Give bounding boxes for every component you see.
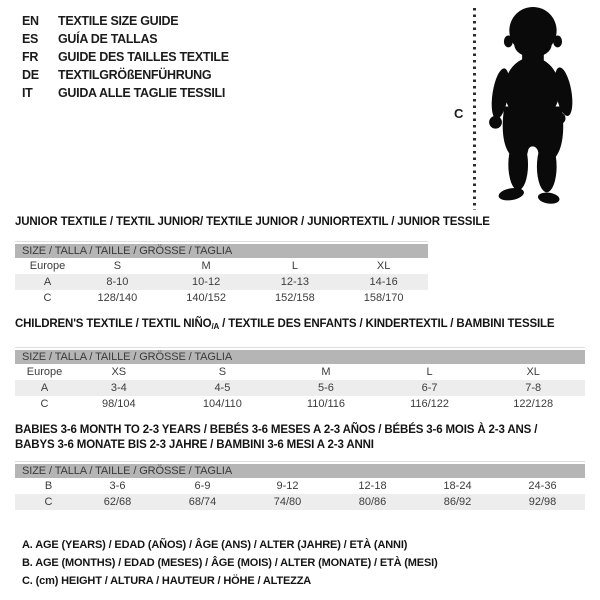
value-cell: 86/92 (415, 494, 500, 510)
value-cell: 12-13 (251, 274, 340, 290)
value-cell: 62/68 (75, 494, 160, 510)
value-cell: 158/170 (363, 292, 404, 304)
babies-size-section (15, 423, 585, 510)
value-cell: S (218, 366, 227, 378)
row-label: A (15, 274, 73, 290)
value-cell: 14-16 (339, 274, 428, 290)
row-label: Europe (26, 366, 63, 378)
language-row-fr (22, 48, 229, 66)
row-label: C (15, 494, 75, 510)
value-cell: 3-4 (67, 380, 171, 396)
height-measure-figure (440, 0, 600, 215)
size-header-label: SIZE / TALLA / TAILLE / GRÖSSE / TAGLIA (15, 244, 428, 258)
value-cell: L (291, 260, 298, 272)
language-row-it (22, 84, 229, 102)
value-cell: XS (111, 366, 127, 378)
height-measure-label: C (454, 106, 464, 121)
table-row-months (15, 478, 585, 494)
value-cell: 98/104 (101, 398, 136, 410)
value-cell: 7-8 (481, 380, 585, 396)
size-header-label: SIZE / TALLA / TAILLE / GRÖSSE / TAGLIA (15, 350, 585, 364)
language-code: DE (22, 68, 39, 82)
size-header-row (15, 464, 585, 478)
children-size-section (15, 317, 585, 412)
row-label: B (44, 480, 53, 492)
toddler-silhouette-icon (483, 5, 578, 207)
language-code: FR (22, 50, 39, 64)
table-row-europe (15, 258, 428, 274)
value-cell: M (201, 260, 211, 272)
size-header-row (15, 350, 585, 364)
table-row-height (15, 396, 585, 412)
babies-title-line1: BABIES 3-6 MONTH TO 2-3 YEARS / BEBÉS 3-6 MESES A 2-3 AÑOS / BÉBÉS 3-6 MOIS À 2-3 ANS / (15, 424, 538, 436)
table-row-height (15, 494, 585, 510)
value-cell: 5-6 (274, 380, 378, 396)
language-row-en (22, 12, 229, 30)
language-title: GUIDA ALLE TAGLIE TESSILI (58, 86, 226, 100)
value-cell: 12-18 (358, 480, 387, 492)
row-label: A (15, 380, 67, 396)
height-measure-dotted-line (473, 8, 476, 210)
language-code: ES (22, 32, 39, 46)
table-row-age (15, 380, 585, 396)
junior-size-table (15, 241, 428, 306)
babies-size-table (15, 461, 585, 510)
value-cell: 116/122 (410, 398, 450, 410)
junior-size-section (15, 215, 490, 306)
table-row-height (15, 290, 428, 306)
legend-line-b: B. AGE (MONTHS) / EDAD (MESES) / ÂGE (MOIS) / ALTER (MONATE) / ETÀ (MESI) (22, 557, 438, 569)
row-label: C (40, 398, 49, 410)
value-cell: 128/140 (97, 292, 138, 304)
value-cell: 18-24 (443, 480, 472, 492)
value-cell: XL (526, 366, 540, 378)
value-cell: 6-7 (378, 380, 482, 396)
value-cell: 9-12 (276, 480, 299, 492)
table-row-age (15, 274, 428, 290)
value-cell: 110/116 (306, 398, 346, 410)
language-title: TEXTILE SIZE GUIDE (58, 14, 179, 28)
children-size-table (15, 347, 585, 412)
language-row-de (22, 66, 229, 84)
row-label: Europe (29, 260, 66, 272)
value-cell: S (113, 260, 122, 272)
value-cell: 6-9 (194, 480, 211, 492)
language-row-es (22, 30, 229, 48)
value-cell: 152/158 (274, 292, 315, 304)
language-title: GUÍA DE TALLAS (58, 32, 158, 46)
value-cell: 4-5 (171, 380, 275, 396)
language-code: IT (22, 86, 33, 100)
children-table-title (15, 317, 585, 334)
size-header-label: SIZE / TALLA / TAILLE / GRÖSSE / TAGLIA (15, 464, 585, 478)
value-cell: L (426, 366, 433, 378)
value-cell: 140/152 (186, 292, 226, 304)
value-cell: 122/128 (513, 398, 554, 410)
value-cell: XL (376, 260, 391, 272)
value-cell: M (321, 366, 331, 378)
children-title-post: / TEXTILE DES ENFANTS / KINDERTEXTIL / BAMBINI TESSILE (219, 318, 555, 330)
language-title: TEXTILGRÖßENFÜHRUNG (58, 68, 212, 82)
children-title-pre: CHILDREN'S TEXTILE / TEXTIL NIÑO (15, 318, 212, 330)
row-label: C (43, 292, 52, 304)
value-cell: 3-6 (109, 480, 126, 492)
value-cell: 74/80 (245, 494, 330, 510)
legend-line-c: C. (cm) HEIGHT / ALTURA / HAUTEUR / HÖHE / ALTEZZA (22, 575, 312, 587)
table-row-europe (15, 364, 585, 380)
language-title: GUIDE DES TAILLES TEXTILE (58, 50, 229, 64)
value-cell: 68/74 (160, 494, 245, 510)
junior-table-title: JUNIOR TEXTILE / TEXTIL JUNIOR/ TEXTILE JUNIOR / JUNIORTEXTIL / JUNIOR TESSILE (15, 216, 490, 228)
value-cell: 104/110 (202, 398, 242, 410)
size-header-row (15, 244, 428, 258)
language-code: EN (22, 14, 39, 28)
value-cell: 24-36 (528, 480, 557, 492)
measure-legend (22, 536, 438, 590)
value-cell: 80/86 (330, 494, 415, 510)
children-title-subscript: /A (211, 322, 220, 331)
babies-table-title (15, 423, 585, 453)
language-list (22, 12, 229, 102)
value-cell: 8-10 (73, 274, 162, 290)
babies-title-line2: BABYS 3-6 MONATE BIS 2-3 JAHRE / BAMBINI 3-6 MESI A 2-3 ANNI (15, 439, 374, 451)
value-cell: 10-12 (162, 274, 251, 290)
legend-line-a: A. AGE (YEARS) / EDAD (AÑOS) / ÂGE (ANS) / ALTER (JAHRE) / ETÀ (ANNI) (22, 539, 408, 551)
value-cell: 92/98 (500, 494, 585, 510)
